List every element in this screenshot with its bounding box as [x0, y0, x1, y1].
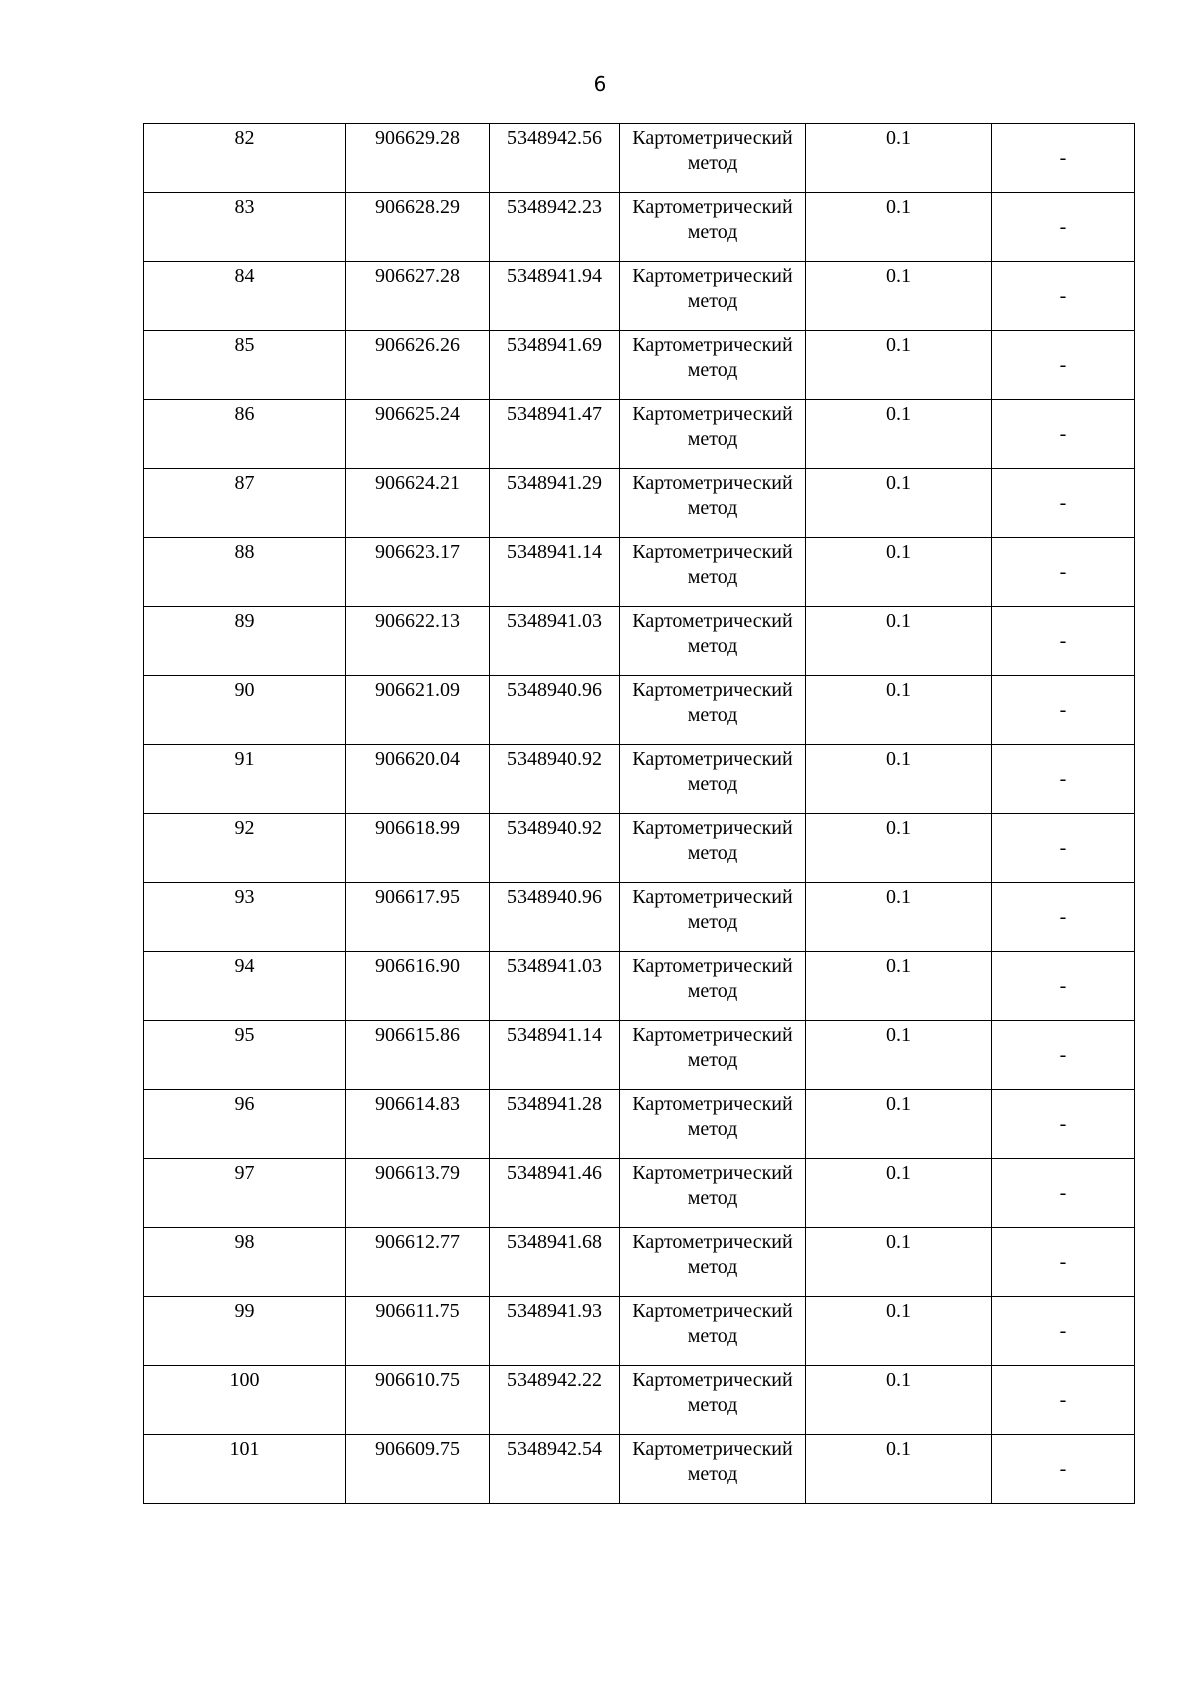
method-cell [620, 745, 806, 814]
y-coordinate-cell: 5348942.23 [490, 193, 620, 262]
accuracy-cell: 0.1 [806, 1021, 992, 1090]
x-coordinate-cell: 906628.29 [346, 193, 490, 262]
method-cell [620, 1297, 806, 1366]
table-row [144, 538, 1135, 607]
x-coordinate-cell: 906609.75 [346, 1435, 490, 1504]
point-number-cell: 84 [144, 262, 346, 331]
note-cell: - [992, 124, 1135, 193]
point-number-cell: 94 [144, 952, 346, 1021]
table-row [144, 469, 1135, 538]
x-coordinate-cell: 906626.26 [346, 331, 490, 400]
method-line-1: Картометрический [632, 334, 793, 356]
note-cell: - [992, 1228, 1135, 1297]
x-coordinate-cell: 906622.13 [346, 607, 490, 676]
note-cell: - [992, 469, 1135, 538]
table-row [144, 1435, 1135, 1504]
method-line-1: Картометрический [632, 472, 793, 494]
point-number-cell: 83 [144, 193, 346, 262]
x-coordinate-cell: 906616.90 [346, 952, 490, 1021]
method-line-2: метод [687, 566, 738, 588]
method-cell [620, 676, 806, 745]
x-coordinate-cell: 906621.09 [346, 676, 490, 745]
y-coordinate-cell: 5348940.96 [490, 883, 620, 952]
y-coordinate-cell: 5348941.46 [490, 1159, 620, 1228]
note-cell: - [992, 1090, 1135, 1159]
method-line-1: Картометрический [632, 1369, 793, 1391]
table-row [144, 607, 1135, 676]
y-coordinate-cell: 5348940.92 [490, 814, 620, 883]
method-cell [620, 1021, 806, 1090]
x-coordinate-cell: 906617.95 [346, 883, 490, 952]
y-coordinate-cell: 5348940.92 [490, 745, 620, 814]
method-line-1: Картометрический [632, 541, 793, 563]
y-coordinate-cell: 5348941.68 [490, 1228, 620, 1297]
y-coordinate-cell: 5348941.29 [490, 469, 620, 538]
table-row [144, 676, 1135, 745]
accuracy-cell: 0.1 [806, 1297, 992, 1366]
method-line-1: Картометрический [632, 1438, 793, 1460]
table-row [144, 814, 1135, 883]
note-cell: - [992, 952, 1135, 1021]
x-coordinate-cell: 906613.79 [346, 1159, 490, 1228]
point-number-cell: 88 [144, 538, 346, 607]
point-number-cell: 82 [144, 124, 346, 193]
method-line-1: Картометрический [632, 196, 793, 218]
note-cell: - [992, 607, 1135, 676]
note-cell: - [992, 400, 1135, 469]
table-row [144, 883, 1135, 952]
accuracy-cell: 0.1 [806, 607, 992, 676]
accuracy-cell: 0.1 [806, 469, 992, 538]
table-row [144, 1228, 1135, 1297]
method-line-2: метод [687, 152, 738, 174]
point-number-cell: 97 [144, 1159, 346, 1228]
x-coordinate-cell: 906614.83 [346, 1090, 490, 1159]
method-line-1: Картометрический [632, 127, 793, 149]
x-coordinate-cell: 906610.75 [346, 1366, 490, 1435]
method-line-2: метод [687, 290, 738, 312]
point-number-cell: 85 [144, 331, 346, 400]
method-line-1: Картометрический [632, 1300, 793, 1322]
method-line-2: метод [687, 704, 738, 726]
accuracy-cell: 0.1 [806, 952, 992, 1021]
accuracy-cell: 0.1 [806, 193, 992, 262]
table-row [144, 1159, 1135, 1228]
x-coordinate-cell: 906629.28 [346, 124, 490, 193]
method-line-1: Картометрический [632, 1231, 793, 1253]
method-cell [620, 400, 806, 469]
note-cell: - [992, 1159, 1135, 1228]
method-cell [620, 538, 806, 607]
method-cell [620, 331, 806, 400]
y-coordinate-cell: 5348942.54 [490, 1435, 620, 1504]
method-line-1: Картометрический [632, 748, 793, 770]
point-number-cell: 91 [144, 745, 346, 814]
method-cell [620, 1366, 806, 1435]
y-coordinate-cell: 5348941.93 [490, 1297, 620, 1366]
method-line-2: метод [687, 911, 738, 933]
y-coordinate-cell: 5348942.56 [490, 124, 620, 193]
accuracy-cell: 0.1 [806, 745, 992, 814]
method-line-1: Картометрический [632, 1024, 793, 1046]
method-line-2: метод [687, 1394, 738, 1416]
note-cell: - [992, 262, 1135, 331]
coordinates-table [143, 123, 1135, 1504]
method-cell [620, 1228, 806, 1297]
accuracy-cell: 0.1 [806, 331, 992, 400]
y-coordinate-cell: 5348941.14 [490, 538, 620, 607]
table-row [144, 1090, 1135, 1159]
method-cell [620, 124, 806, 193]
x-coordinate-cell: 906625.24 [346, 400, 490, 469]
x-coordinate-cell: 906623.17 [346, 538, 490, 607]
method-line-2: метод [687, 221, 738, 243]
method-line-1: Картометрический [632, 1093, 793, 1115]
table-row [144, 400, 1135, 469]
method-line-2: метод [687, 980, 738, 1002]
point-number-cell: 86 [144, 400, 346, 469]
table-row [144, 193, 1135, 262]
point-number-cell: 96 [144, 1090, 346, 1159]
method-line-2: метод [687, 1325, 738, 1347]
note-cell: - [992, 193, 1135, 262]
method-line-2: метод [687, 1187, 738, 1209]
method-line-1: Картометрический [632, 886, 793, 908]
method-line-2: метод [687, 1049, 738, 1071]
point-number-cell: 87 [144, 469, 346, 538]
table-row [144, 1366, 1135, 1435]
method-line-2: метод [687, 842, 738, 864]
point-number-cell: 92 [144, 814, 346, 883]
accuracy-cell: 0.1 [806, 262, 992, 331]
point-number-cell: 89 [144, 607, 346, 676]
method-line-2: метод [687, 1256, 738, 1278]
y-coordinate-cell: 5348941.94 [490, 262, 620, 331]
method-line-2: метод [687, 1118, 738, 1140]
point-number-cell: 93 [144, 883, 346, 952]
method-cell [620, 262, 806, 331]
method-cell [620, 1159, 806, 1228]
method-line-1: Картометрический [632, 610, 793, 632]
note-cell: - [992, 331, 1135, 400]
y-coordinate-cell: 5348941.47 [490, 400, 620, 469]
method-line-1: Картометрический [632, 679, 793, 701]
point-number-cell: 99 [144, 1297, 346, 1366]
y-coordinate-cell: 5348941.03 [490, 607, 620, 676]
table-row [144, 952, 1135, 1021]
accuracy-cell: 0.1 [806, 400, 992, 469]
method-line-2: метод [687, 1463, 738, 1485]
accuracy-cell: 0.1 [806, 1435, 992, 1504]
note-cell: - [992, 883, 1135, 952]
note-cell: - [992, 1297, 1135, 1366]
page-number: 6 [593, 72, 607, 96]
point-number-cell: 100 [144, 1366, 346, 1435]
note-cell: - [992, 814, 1135, 883]
y-coordinate-cell: 5348941.28 [490, 1090, 620, 1159]
table-row [144, 1297, 1135, 1366]
note-cell: - [992, 1435, 1135, 1504]
table-row [144, 1021, 1135, 1090]
method-cell [620, 193, 806, 262]
point-number-cell: 90 [144, 676, 346, 745]
accuracy-cell: 0.1 [806, 676, 992, 745]
method-line-1: Картометрический [632, 1162, 793, 1184]
note-cell: - [992, 1366, 1135, 1435]
method-line-2: метод [687, 428, 738, 450]
table-row [144, 331, 1135, 400]
x-coordinate-cell: 906620.04 [346, 745, 490, 814]
method-cell [620, 469, 806, 538]
x-coordinate-cell: 906611.75 [346, 1297, 490, 1366]
y-coordinate-cell: 5348941.69 [490, 331, 620, 400]
method-cell [620, 1090, 806, 1159]
accuracy-cell: 0.1 [806, 538, 992, 607]
method-line-2: метод [687, 635, 738, 657]
accuracy-cell: 0.1 [806, 814, 992, 883]
accuracy-cell: 0.1 [806, 124, 992, 193]
accuracy-cell: 0.1 [806, 1366, 992, 1435]
y-coordinate-cell: 5348941.14 [490, 1021, 620, 1090]
accuracy-cell: 0.1 [806, 1159, 992, 1228]
method-line-1: Картометрический [632, 265, 793, 287]
point-number-cell: 101 [144, 1435, 346, 1504]
point-number-cell: 98 [144, 1228, 346, 1297]
table-body [144, 124, 1135, 1504]
x-coordinate-cell: 906612.77 [346, 1228, 490, 1297]
y-coordinate-cell: 5348941.03 [490, 952, 620, 1021]
method-line-1: Картометрический [632, 817, 793, 839]
method-cell [620, 814, 806, 883]
x-coordinate-cell: 906624.21 [346, 469, 490, 538]
point-number-cell: 95 [144, 1021, 346, 1090]
method-line-2: метод [687, 359, 738, 381]
y-coordinate-cell: 5348940.96 [490, 676, 620, 745]
method-line-1: Картометрический [632, 403, 793, 425]
table-row [144, 124, 1135, 193]
note-cell: - [992, 1021, 1135, 1090]
method-cell [620, 607, 806, 676]
table-row [144, 262, 1135, 331]
method-line-2: метод [687, 497, 738, 519]
note-cell: - [992, 745, 1135, 814]
method-cell [620, 1435, 806, 1504]
note-cell: - [992, 538, 1135, 607]
x-coordinate-cell: 906618.99 [346, 814, 490, 883]
method-line-2: метод [687, 773, 738, 795]
method-line-1: Картометрический [632, 955, 793, 977]
note-cell: - [992, 676, 1135, 745]
accuracy-cell: 0.1 [806, 1228, 992, 1297]
table-row [144, 745, 1135, 814]
method-cell [620, 952, 806, 1021]
method-cell [620, 883, 806, 952]
y-coordinate-cell: 5348942.22 [490, 1366, 620, 1435]
x-coordinate-cell: 906615.86 [346, 1021, 490, 1090]
accuracy-cell: 0.1 [806, 883, 992, 952]
accuracy-cell: 0.1 [806, 1090, 992, 1159]
x-coordinate-cell: 906627.28 [346, 262, 490, 331]
